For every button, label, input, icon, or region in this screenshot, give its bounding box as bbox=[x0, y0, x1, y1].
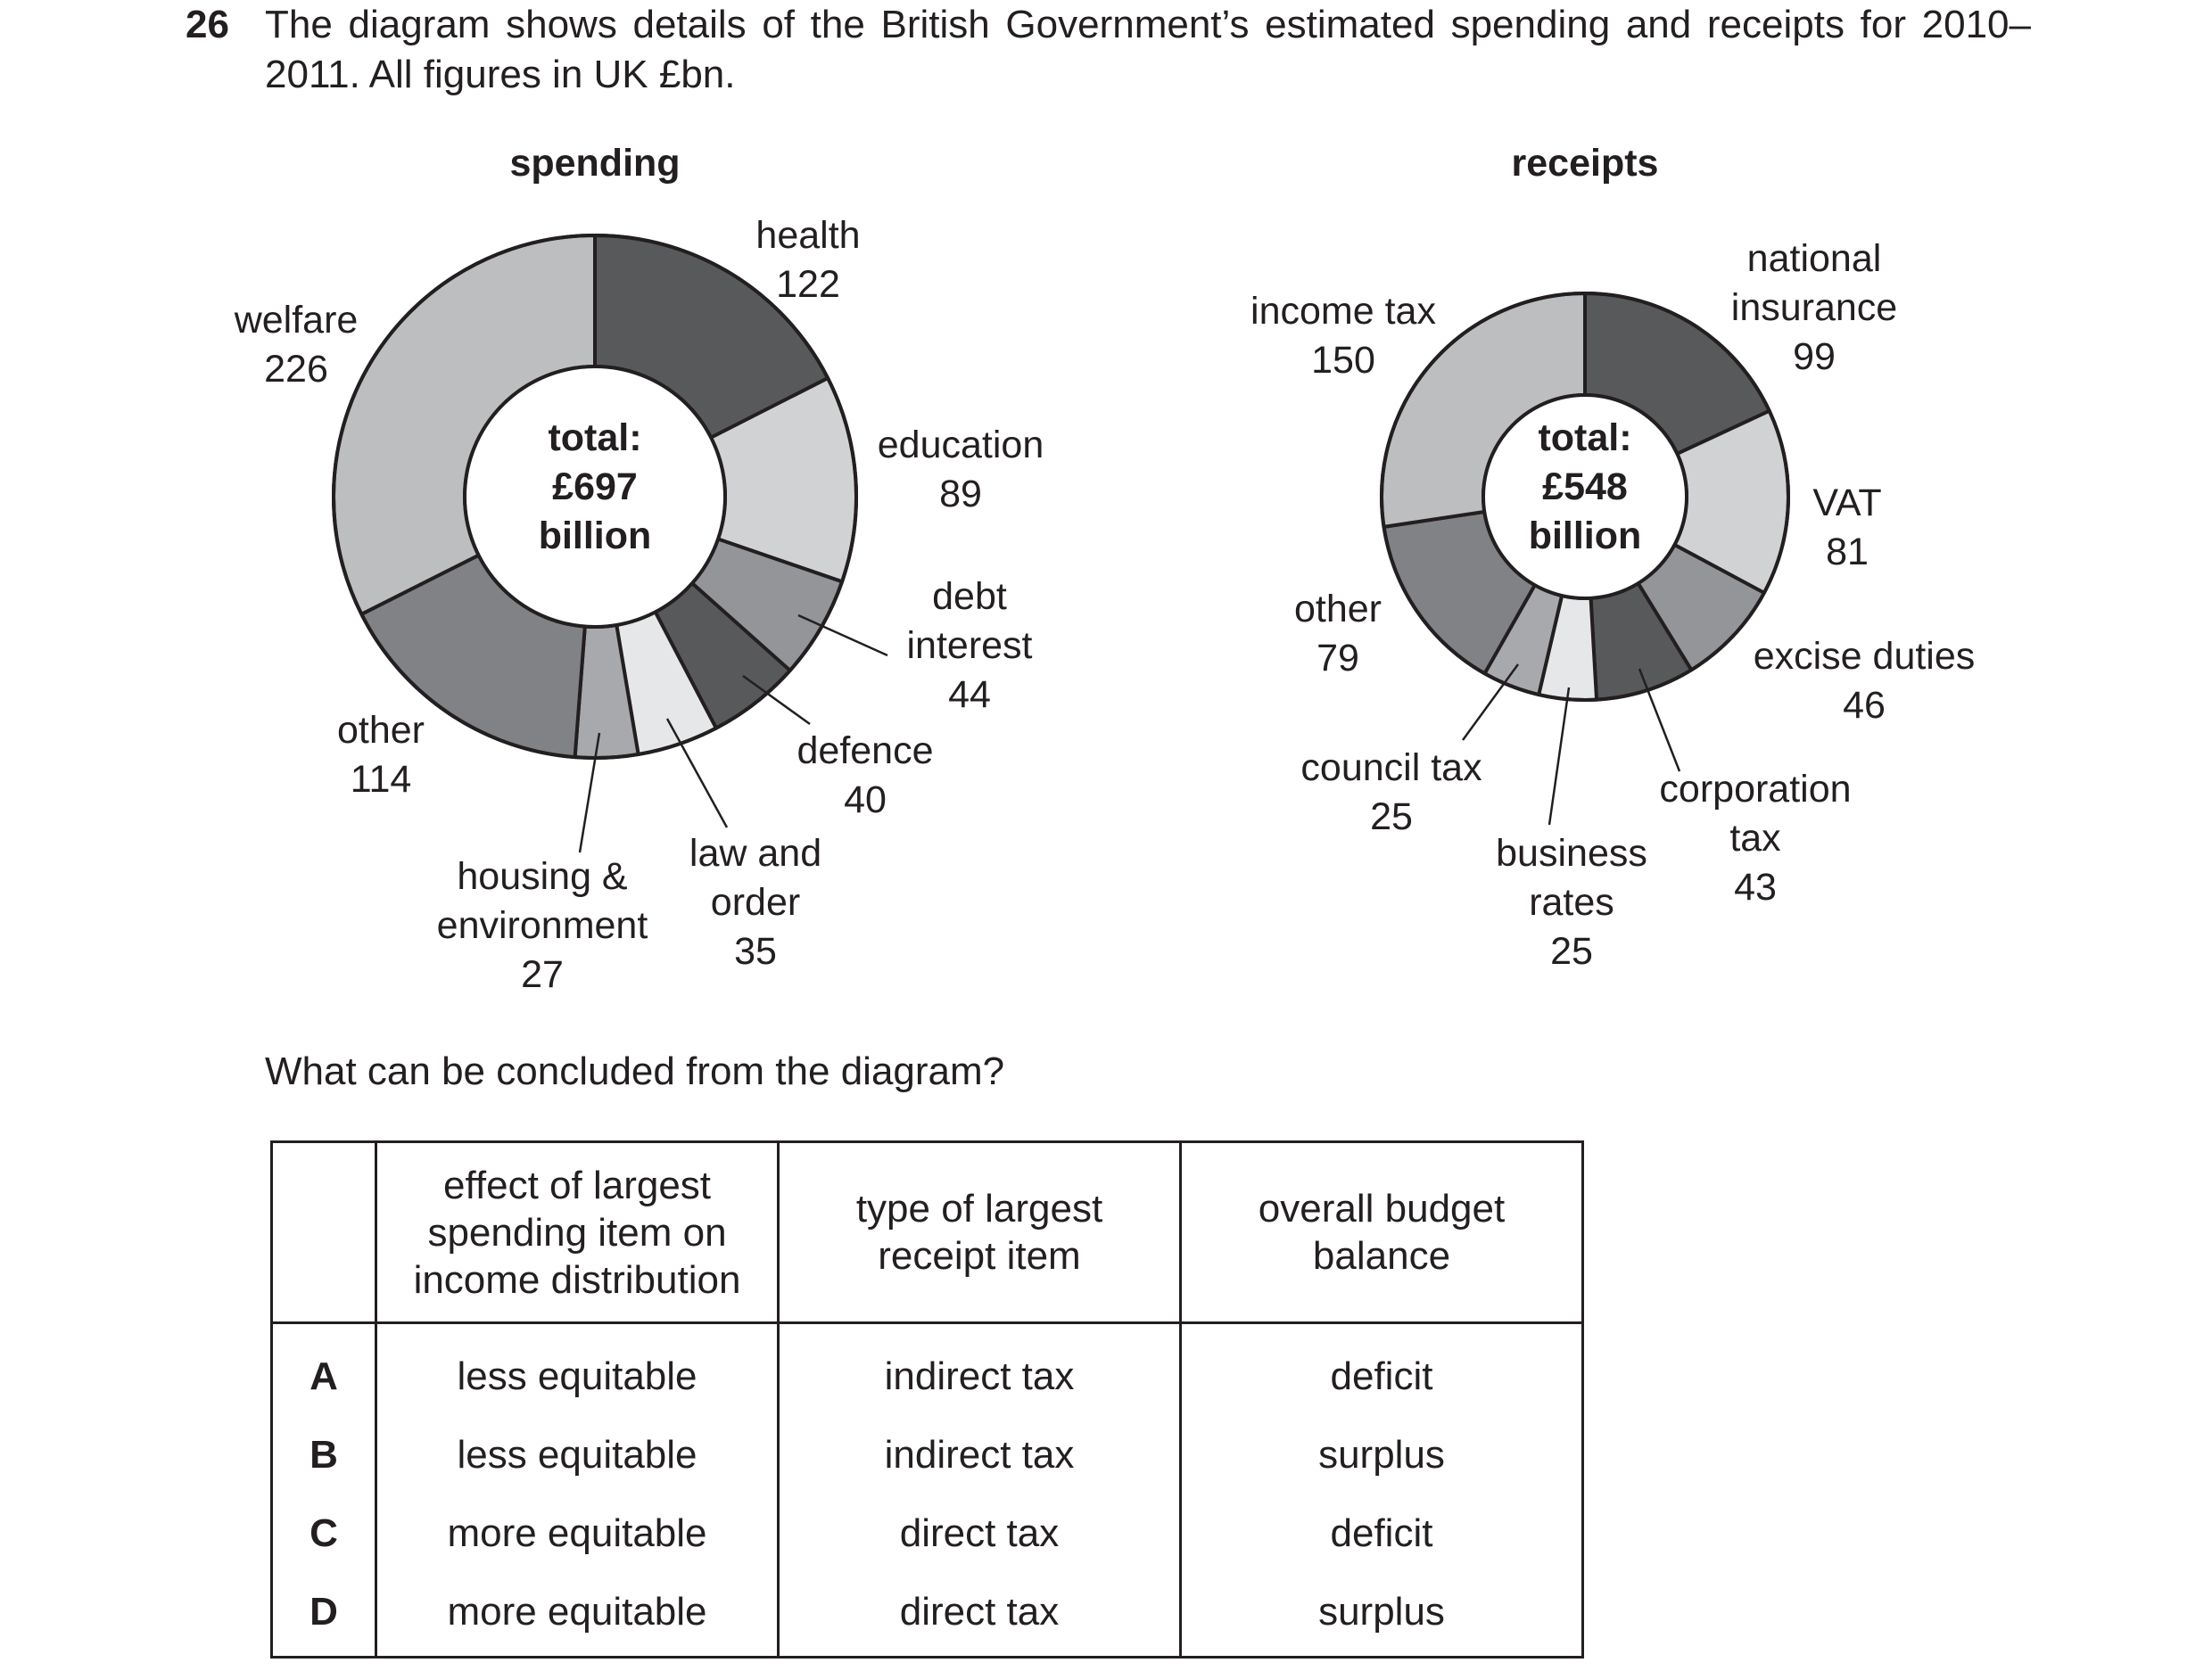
question-prompt: What can be concluded from the diagram? bbox=[265, 1050, 1005, 1093]
option-cell: surplus bbox=[1181, 1572, 1583, 1658]
option-cell: more equitable bbox=[376, 1572, 779, 1658]
table-header-row bbox=[272, 1142, 1583, 1323]
option-row-c[interactable] bbox=[272, 1494, 1583, 1572]
center-label-line: billion bbox=[1528, 514, 1642, 557]
option-cell: more equitable bbox=[376, 1494, 779, 1572]
chart-title: receipts bbox=[1511, 142, 1659, 185]
option-cell: indirect tax bbox=[779, 1415, 1181, 1494]
slice-label-education: education 89 bbox=[877, 424, 1044, 515]
option-cell: direct tax bbox=[779, 1494, 1181, 1572]
slice-label-business-rates: business rates 25 bbox=[1496, 832, 1647, 973]
header-cell-key bbox=[272, 1142, 376, 1323]
slice-label-council-tax: council tax 25 bbox=[1300, 746, 1482, 838]
slice-label-other: other 114 bbox=[336, 709, 425, 801]
center-label-line: total: bbox=[1538, 416, 1632, 459]
slice-label-law-and-order: law and order 35 bbox=[689, 832, 822, 973]
option-cell: direct tax bbox=[779, 1572, 1181, 1658]
option-key: A bbox=[272, 1323, 376, 1416]
slice-label-debt-interest: debt interest 44 bbox=[906, 575, 1033, 716]
option-cell: deficit bbox=[1181, 1494, 1583, 1572]
option-row-b[interactable] bbox=[272, 1415, 1583, 1494]
option-cell: deficit bbox=[1181, 1323, 1583, 1416]
slice-label-income-tax: income tax 150 bbox=[1250, 290, 1436, 382]
slice-label-health: health 122 bbox=[755, 214, 861, 306]
slice-label-national-insurance: national insurance 99 bbox=[1730, 237, 1898, 378]
slice-label-welfare: welfare 226 bbox=[234, 299, 359, 391]
option-cell: less equitable bbox=[376, 1415, 779, 1494]
option-key: C bbox=[272, 1494, 376, 1572]
slice-label-other: other 79 bbox=[1293, 588, 1382, 679]
question-number: 26 bbox=[186, 3, 229, 46]
center-label-line: total: bbox=[548, 416, 642, 459]
slice-label-corporation-tax: corporation tax 43 bbox=[1659, 768, 1852, 909]
donut-chart-receipts bbox=[1250, 142, 1975, 973]
header-cell-budget-balance: overall budget balance bbox=[1181, 1142, 1583, 1323]
option-cell: surplus bbox=[1181, 1415, 1583, 1494]
slice-label-housing-and-environment: housing & environment 27 bbox=[436, 855, 648, 996]
option-row-d[interactable] bbox=[272, 1572, 1583, 1658]
header-cell-receipt-type: type of largest receipt item bbox=[779, 1142, 1181, 1323]
donut-chart-spending bbox=[234, 142, 1044, 996]
answer-options-table bbox=[270, 1140, 1584, 1659]
center-label-line: £697 bbox=[552, 465, 638, 508]
chart-title: spending bbox=[509, 142, 681, 185]
question-stem: The diagram shows details of the British Government’s estimated spending and receipts for 2010–2011. All figures in UK £bn. bbox=[265, 3, 2031, 96]
header-cell-spending-effect: effect of largest spending item on income distribution bbox=[376, 1142, 779, 1323]
option-row-a[interactable] bbox=[272, 1323, 1583, 1416]
option-cell: indirect tax bbox=[779, 1323, 1181, 1416]
option-key: D bbox=[272, 1572, 376, 1658]
center-label-line: billion bbox=[538, 514, 652, 557]
option-cell: less equitable bbox=[376, 1323, 779, 1416]
option-key: B bbox=[272, 1415, 376, 1494]
leader-line bbox=[1549, 687, 1569, 825]
center-label-line: £548 bbox=[1542, 465, 1628, 508]
slice-label-excise-duties: excise duties 46 bbox=[1753, 635, 1976, 727]
slice-label-vat: VAT 81 bbox=[1812, 482, 1882, 573]
slice-label-defence: defence 40 bbox=[796, 729, 934, 821]
